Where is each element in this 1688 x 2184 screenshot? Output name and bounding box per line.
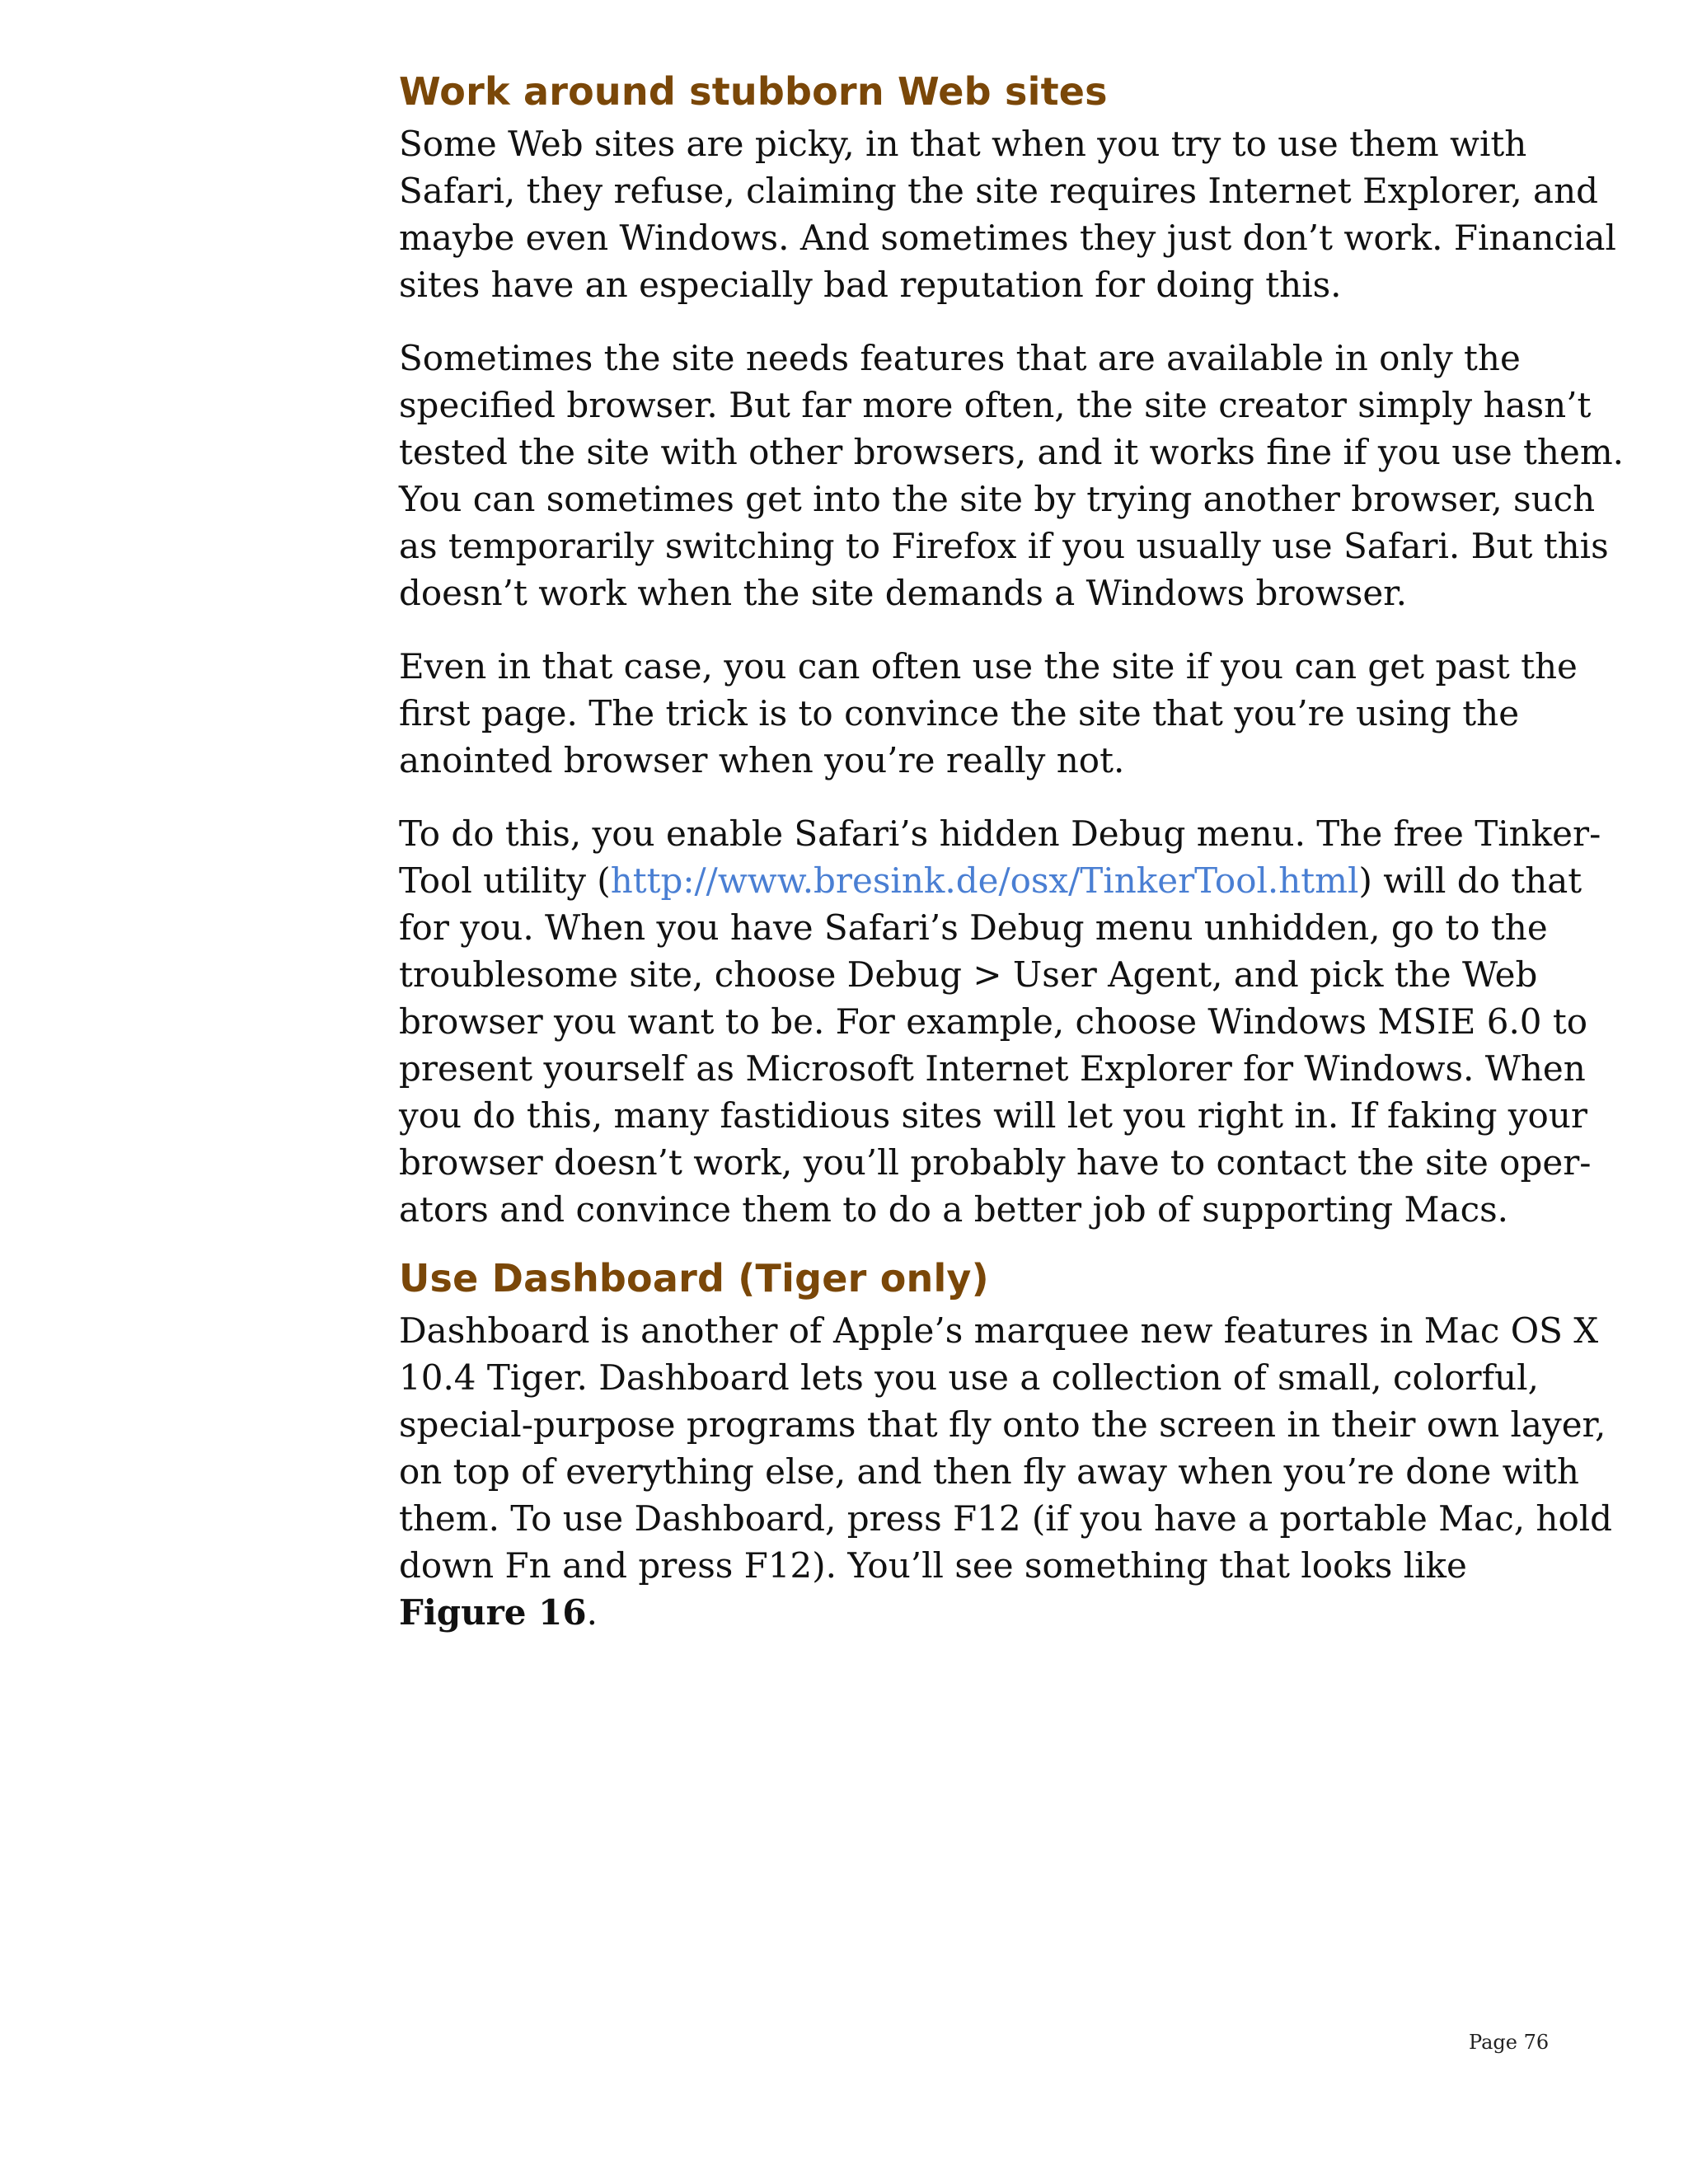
text-line: Safari, they refuse, claiming the site requires Internet Explorer, and [399,171,1599,211]
figure-reference: Figure 16 [399,1592,587,1633]
text-line: special-purpose programs that fly onto the screen in their own layer, [399,1404,1606,1445]
text-line: troublesome site, choose Debug > User Agent, and pick the Web [399,954,1538,995]
text-line: Even in that case, you can often use the site if you can get past the [399,646,1578,687]
text-line: tested the site with other browsers, and it works fine if you use them. [399,432,1624,472]
text-line: on top of everything else, and then fly away when you’re done with [399,1451,1579,1492]
text-line: them. To use Dashboard, press F12 (if you have a portable Mac, hold [399,1498,1613,1539]
text-line: You can sometimes get into the site by trying another browser, such [399,479,1596,519]
text-fragment: . [586,1592,598,1633]
text-fragment: Tool utility ( [399,860,611,901]
text-line: specified browser. But far more often, the site creator simply hasn’t [399,385,1592,425]
text-line: anointed browser when you’re really not. [399,740,1125,780]
text-line: you do this, many fastidious sites will let you right in. If faking your [399,1095,1587,1136]
paragraph-browser-features [399,335,1624,616]
tinkertool-link[interactable]: http://www.bresink.de/osx/TinkerTool.html [610,860,1359,901]
page-number: Page 76 [1469,2031,1550,2054]
text-line: first page. The trick is to convince the site that you’re using the [399,693,1520,733]
text-line: Some Web sites are picky, in that when you try to use them with [399,124,1527,164]
text-line-figure-ref [399,1589,1586,1636]
text-line: Dashboard is another of Apple’s marquee new features in Mac OS X [399,1310,1599,1351]
text-fragment: ) will do that [1358,860,1582,901]
text-line: down Fn and press F12). You’ll see something that looks like [399,1545,1467,1586]
text-line: as temporarily switching to Firefox if you usually use Safari. But this [399,526,1609,566]
text-line: doesn’t work when the site demands a Windows browser. [399,573,1407,613]
text-line: 10.4 Tiger. Dashboard lets you use a collection of small, colorful, [399,1357,1539,1398]
text-line: ators and convince them to do a better job of supporting Macs. [399,1189,1509,1230]
page-content [399,68,1624,1662]
text-line: present yourself as Microsoft Internet Explorer for Windows. When [399,1048,1586,1089]
text-line: sites have an especially bad reputation for doing this. [399,265,1342,305]
text-line: browser you want to be. For example, choose Windows MSIE 6.0 to [399,1001,1588,1042]
text-line-with-link [399,857,1586,904]
paragraph-debug-menu [399,810,1601,1233]
text-line: Sometimes the site needs features that are available in only the [399,338,1521,378]
text-line: browser doesn’t work, you’ll probably have to contact the site oper- [399,1142,1592,1183]
text-line: for you. When you have Safari’s Debug menu unhidden, go to the [399,907,1548,948]
paragraph-dashboard-intro [399,1307,1613,1636]
section-heading-stubborn-sites: Work around stubborn Web sites [399,69,1108,114]
paragraph-picky-sites [399,120,1616,308]
section-heading-dashboard: Use Dashboard (Tiger only) [399,1256,989,1301]
text-line: To do this, you enable Safari’s hidden Debug menu. The free Tinker- [399,813,1601,854]
text-line: maybe even Windows. And sometimes they just don’t work. Financial [399,218,1616,258]
paragraph-first-page-trick [399,643,1586,784]
